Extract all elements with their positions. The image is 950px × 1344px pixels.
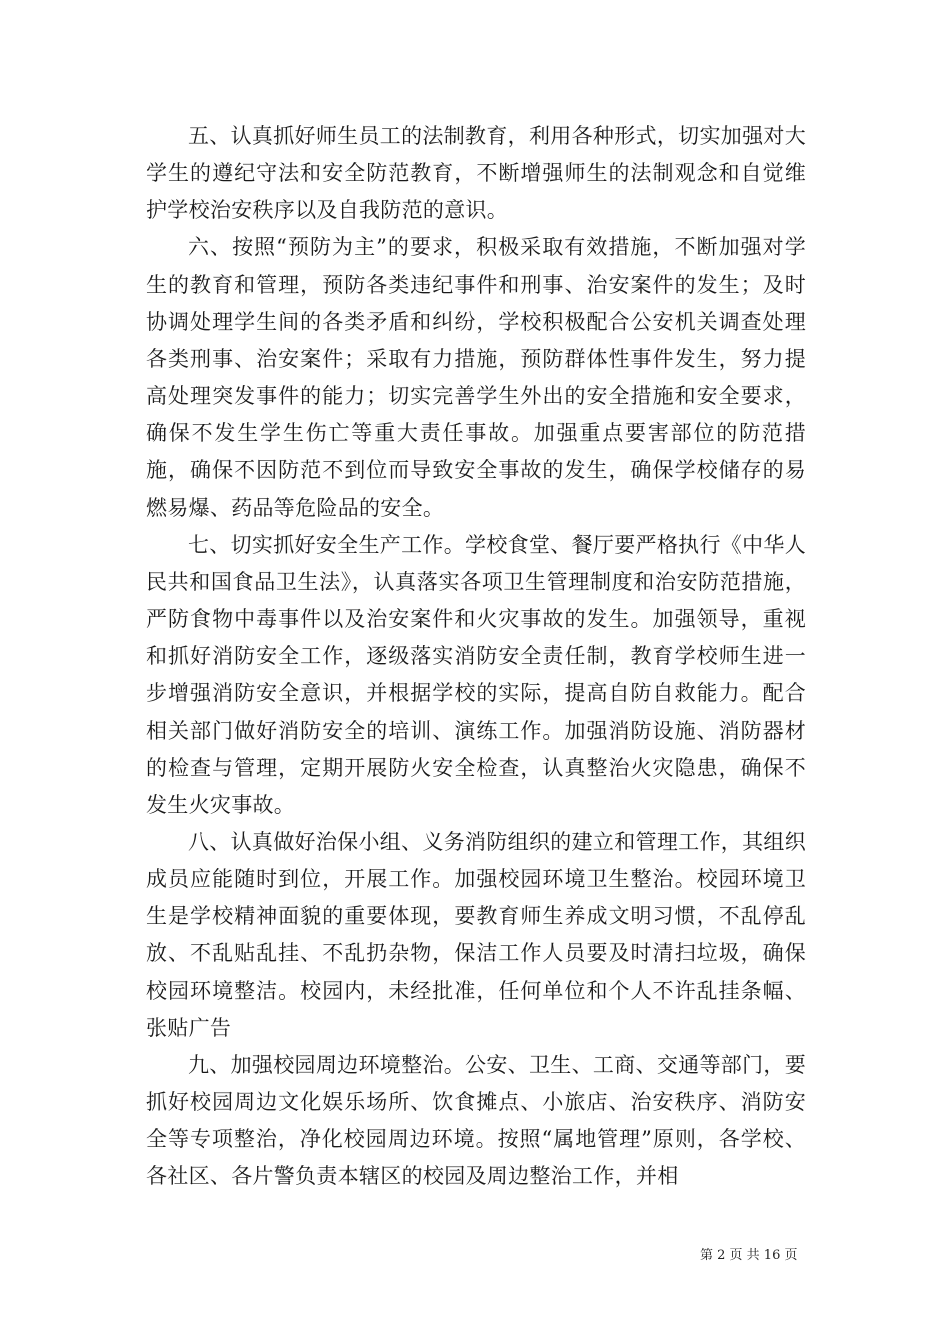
paragraph-8: 八、认真做好治保小组、义务消防组织的建立和管理工作，其组织成员应能随时到位，开展工作。加强校园环境卫生整治。校园环境卫生是学校精神面貌的重要体现，要教育师生养成文明习惯，不乱停乱放、不乱贴乱挂、不乱扔杂物，保洁工作人员要及时清扫垃圾，确保校园环境整洁。校园内，未经批准，任何单位和个人不许乱挂条幅、张贴广告	[146, 829, 806, 1040]
paragraph-9: 九、加强校园周边环境整治。公安、卫生、工商、交通等部门，要抓好校园周边文化娱乐场所、饮食摊点、小旅店、治安秩序、消防安全等专项整治，净化校园周边环境。按照“属地管理”原则，各学校、各社区、各片警负责本辖区的校园及周边整治工作，并相	[146, 1052, 806, 1189]
page-number-footer: 第 2 页 共 16 页	[700, 1248, 798, 1263]
paragraph-6: 六、按照“预防为主”的要求，积极采取有效措施，不断加强对学生的教育和管理，预防各类违纪事件和刑事、治安案件的发生；及时协调处理学生间的各类矛盾和纠纷，学校积极配合公安机关调查处理各类刑事、治安案件；采取有力措施，预防群体性事件发生，努力提高处理突发事件的能力；切实完善学生外出的安全措施和安全要求，确保不发生学生伤亡等重大责任事故。加强重点要害部位的防范措施，确保不因防范不到位而导致安全事故的发生，确保学校储存的易燃易爆、药品等危险品的安全。	[146, 235, 806, 520]
paragraph-5: 五、认真抓好师生员工的法制教育，利用各种形式，切实加强对大学生的遵纪守法和安全防范教育，不断增强师生的法制观念和自觉维护学校治安秩序以及自我防范的意识。	[146, 124, 806, 223]
paragraph-7: 七、切实抓好安全生产工作。学校食堂、餐厅要严格执行《中华人民共和国食品卫生法》，认真落实各项卫生管理制度和治安防范措施，严防食物中毒事件以及治安案件和火灾事故的发生。加强领导，重视和抓好消防安全工作，逐级落实消防安全责任制，教育学校师生进一步增强消防安全意识，并根据学校的实际，提高自防自救能力。配合相关部门做好消防安全的培训、演练工作。加强消防设施、消防器材的检查与管理，定期开展防火安全检查，认真整治火灾隐患，确保不发生火灾事故。	[146, 532, 806, 817]
document-body	[146, 118, 806, 1196]
